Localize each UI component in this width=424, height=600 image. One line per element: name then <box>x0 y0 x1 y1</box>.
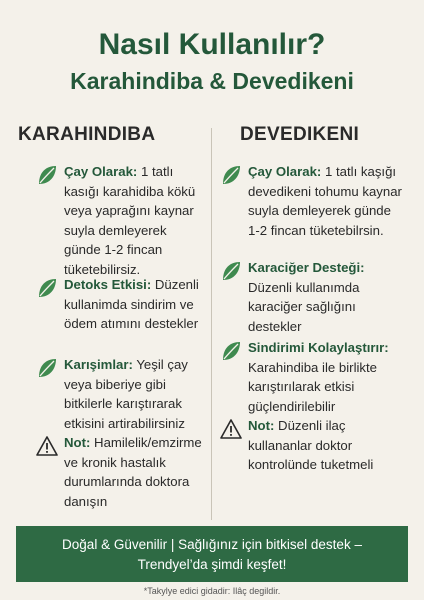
page-title: Nasıl Kullanılır? <box>98 28 326 61</box>
leaf-icon <box>36 164 58 186</box>
left-column-heading: KARAHINDIBA <box>18 124 156 145</box>
left-item-tea-title: Çay Olarak: <box>64 164 138 179</box>
right-item-note-text: Düzenli ilaç kullananlar doktor kontrolünde tuketmeli <box>248 418 374 472</box>
leaf-icon <box>220 260 242 282</box>
right-item-liver-title: Karaciğer Desteği: <box>248 260 365 275</box>
left-item-note-title: Not: <box>64 435 91 450</box>
leaf-icon <box>220 164 242 186</box>
left-item-tea-text: 1 tatlı kasığı karahidiba kökü veya yaprağını kaynar suyla demleyerek günde 1-2 fincan tüketebilirsiz. <box>64 164 196 277</box>
right-item-digestion <box>220 338 404 416</box>
right-item-note <box>220 416 402 475</box>
right-item-digestion-text: Karahindiba ile birlikte karıştırılarak etkisi güçlendirilebilir <box>248 359 378 414</box>
footer-line-2: Trendyel’da şimdi keşfet! <box>137 557 287 572</box>
right-item-digestion-title: Sindirimi Kolaylaştırır: <box>248 340 389 355</box>
right-item-liver <box>220 258 402 336</box>
warning-icon <box>220 418 242 440</box>
leaf-icon <box>36 357 58 379</box>
left-item-note <box>36 433 208 511</box>
leaf-icon <box>220 340 242 362</box>
footer-line-1: Doğal & Güvenilir | Sağlığınız için bitkisel destek – <box>62 537 362 552</box>
column-divider <box>211 128 212 520</box>
left-item-note-text: Hamilelik/emzirme ve kronik hastalık durumlarında doktora danışın <box>64 435 202 509</box>
left-item-detox <box>36 275 206 334</box>
page-subtitle: Karahindiba & Devedikeni <box>70 68 354 94</box>
warning-icon <box>36 435 58 457</box>
right-item-tea <box>220 162 402 240</box>
footer-banner <box>16 526 408 582</box>
left-item-detox-title: Detoks Etkisi: <box>64 277 152 292</box>
left-item-tea <box>36 162 206 279</box>
right-item-tea-text: 1 tatlı kaşığı devedikeni tohumu kaynar suyla demleyerek günde 1-2 fincan tüketebilrsin. <box>248 164 402 238</box>
right-item-liver-text: Düzenli kullanımda karaciğer sağlığını destekler <box>248 279 360 334</box>
right-item-note-title: Not: <box>248 418 275 433</box>
right-column-heading: DEVEDIKENI <box>240 124 360 145</box>
left-item-mixes <box>36 355 206 433</box>
disclaimer: *Takylye edici gidadir: Ilâç degildir. <box>143 586 281 596</box>
left-item-mixes-title: Karışimlar: <box>64 357 133 372</box>
left-item-mixes-text: Yeşil çay veya biberiye gibi bitkilerle karıştırarak etkisini artirabilirsiniz <box>64 357 188 431</box>
leaf-icon <box>36 277 58 299</box>
right-item-tea-title: Çay Olarak: <box>248 164 322 179</box>
left-item-detox-text: Düzenli kullanimda sindirim ve ödem atımını destekler <box>64 277 199 331</box>
